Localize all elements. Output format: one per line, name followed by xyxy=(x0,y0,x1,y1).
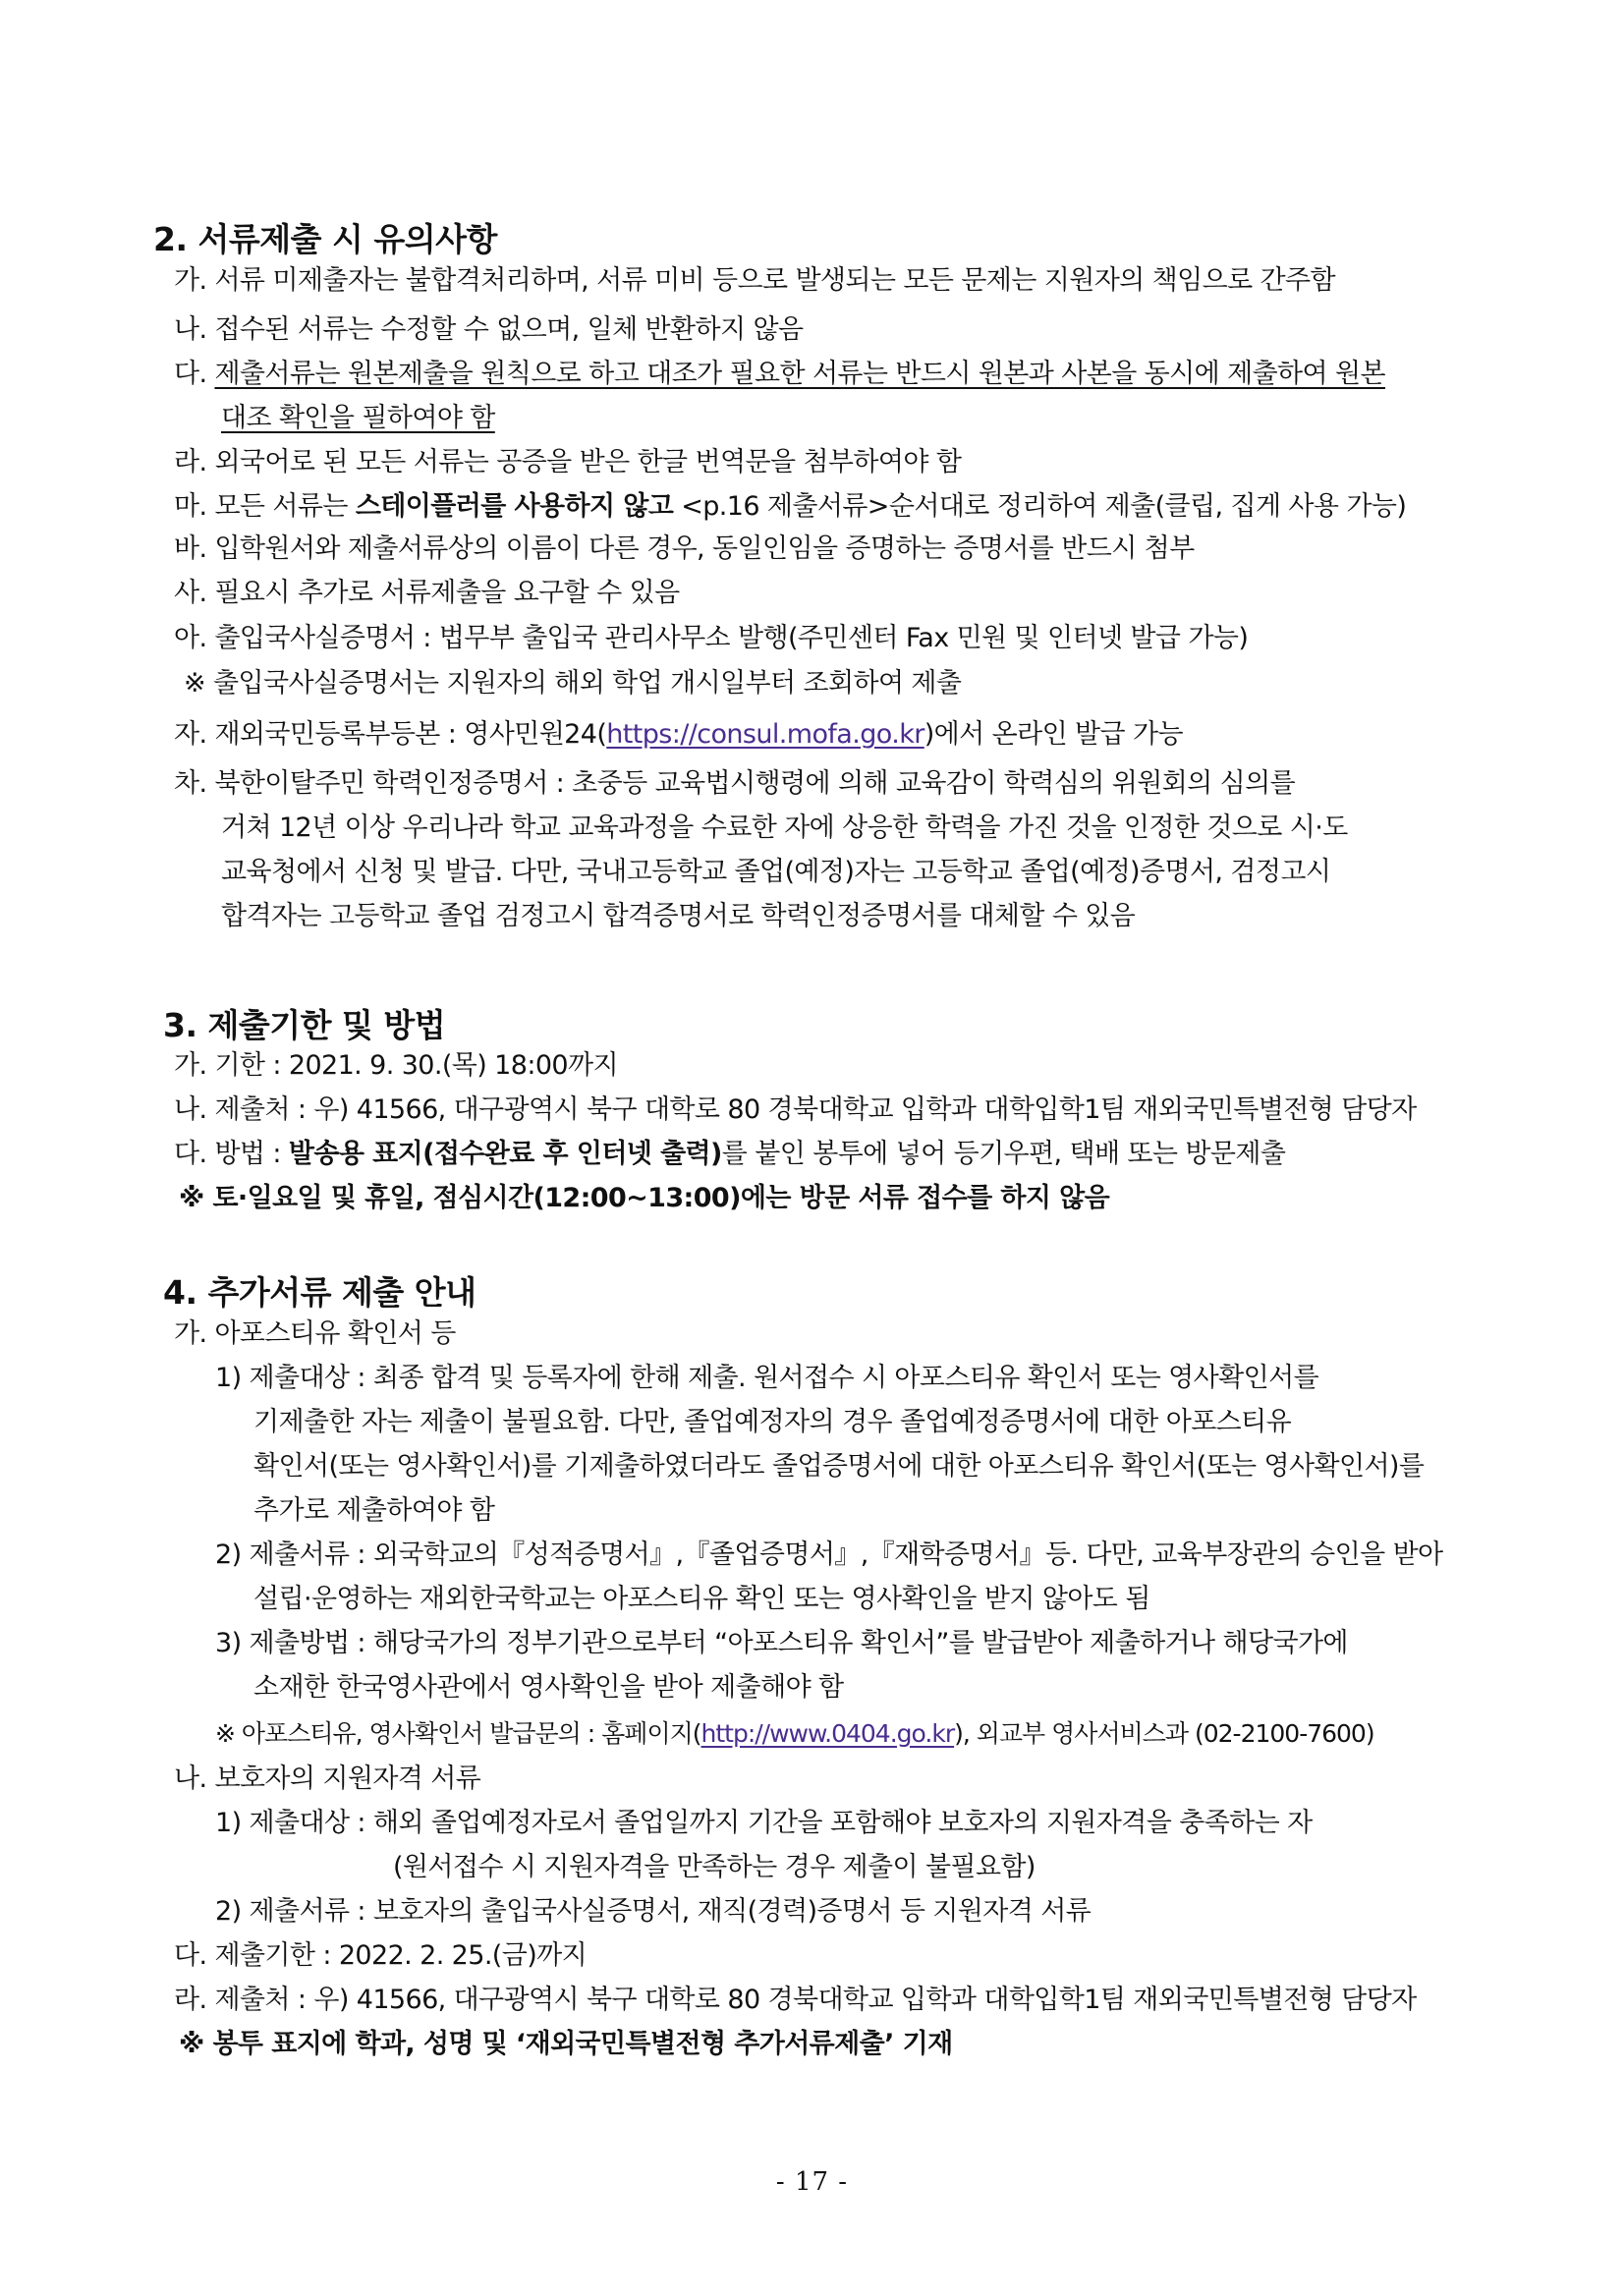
s3-item-na: 나. 제출처 : 우) 41566, 대구광역시 북구 대학로 80 경북대학교 입학과 대학입학1팀 재외국민특별전형 담당자 xyxy=(174,1094,1417,1125)
s2-item-ma-bold: 스테이플러를 사용하지 않고 xyxy=(355,491,674,522)
s4-ga-2-cont: 설립·운영하는 재외한국학교는 아포스티유 확인 또는 영사확인을 받지 않아도 됨 xyxy=(253,1584,1150,1614)
s2-item-ma-c: <p.16 제출서류>순서대로 정리하여 제출(클립, 집게 사용 가능) xyxy=(673,491,1407,522)
s4-na-1: 1) 제출대상 : 해외 졸업예정자로서 졸업일까지 기간을 포함해야 보호자의 지원자격을 충족하는 자 xyxy=(215,1808,1313,1838)
s4-note-c: ), 외교부 영사서비스과 (02-2100-7600) xyxy=(954,1719,1374,1748)
s3-item-da xyxy=(174,1137,1285,1172)
s3-item-ga: 가. 기한 : 2021. 9. 30.(목) 18:00까지 xyxy=(174,1050,618,1081)
s2-item-cha-cont-2: 교육청에서 신청 및 발급. 다만, 국내고등학교 졸업(예정)자는 고등학교 졸업(예정)증명서, 검정고시 xyxy=(221,857,1331,887)
s4-ga-1-cont-2: 확인서(또는 영사확인서)를 기제출하였더라도 졸업증명서에 대한 아포스티유 확인서(또는 영사확인서)를 xyxy=(253,1451,1425,1482)
s2-item-da-cont: 대조 확인을 필하여야 함 xyxy=(221,403,495,433)
s4-item-na: 나. 보호자의 지원자격 서류 xyxy=(174,1764,481,1794)
s4-na-2: 2) 제출서류 : 보호자의 출입국사실증명서, 재직(경력)증명서 등 지원자격 서류 xyxy=(215,1896,1092,1927)
s3-note: ※ 토·일요일 및 휴일, 점심시간(12:00~13:00)에는 방문 서류 접수를 하지 않음 xyxy=(179,1183,1110,1213)
s2-item-cha: 차. 북한이탈주민 학력인정증명서 : 초중등 교육법시행령에 의해 교육감이 학력심의 위원회의 심의를 xyxy=(174,768,1296,799)
page-number: - 17 - xyxy=(775,2167,849,2197)
consul-link[interactable]: https://consul.mofa.go.kr xyxy=(606,719,924,750)
s3-item-da-c: 를 붙인 봉투에 넣어 등기우편, 택배 또는 방문제출 xyxy=(721,1139,1286,1169)
s2-item-sa: 사. 필요시 추가로 서류제출을 요구할 수 있음 xyxy=(174,578,680,608)
s2-item-ja-c: )에서 온라인 발급 가능 xyxy=(924,719,1183,750)
s4-na-1-cont: (원서접수 시 지원자격을 만족하는 경우 제출이 불필요함) xyxy=(393,1852,1036,1882)
s2-item-ja-a: 자. 재외국민등록부등본 : 영사민원24( xyxy=(174,719,607,750)
section-4-heading: 4. 추가서류 제출 안내 xyxy=(163,1273,476,1312)
s2-item-a: 아. 출입국사실증명서 : 법무부 출입국 관리사무소 발행(주민센터 Fax 민원 및 인터넷 발급 가능) xyxy=(174,623,1249,653)
s3-item-da-bold: 발송용 표지(접수완료 후 인터넷 출력) xyxy=(288,1139,722,1169)
s2-item-da-text: 제출서류는 원본제출을 원칙으로 하고 대조가 필요한 서류는 반드시 원본과 사본을 동시에 제출하여 원본 xyxy=(214,359,1385,389)
s2-item-na: 나. 접수된 서류는 수정할 수 없으며, 일체 반환하지 않음 xyxy=(174,314,804,345)
s2-item-ra: 라. 외국어로 된 모든 서류는 공증을 받은 한글 번역문을 첨부하여야 함 xyxy=(174,447,962,477)
apostille-link[interactable]: http://www.0404.go.kr xyxy=(700,1719,955,1748)
section-2-heading: 2. 서류제출 시 유의사항 xyxy=(153,220,497,258)
s4-ga-1: 1) 제출대상 : 최종 합격 및 등록자에 한해 제출. 원서접수 시 아포스티유 확인서 또는 영사확인서를 xyxy=(215,1363,1319,1393)
section-3-heading: 3. 제출기한 및 방법 xyxy=(163,1006,446,1044)
s4-note xyxy=(215,1716,1374,1752)
s2-item-cha-cont-3: 합격자는 고등학교 졸업 검정고시 합격증명서로 학력인정증명서를 대체할 수 있음 xyxy=(221,901,1136,931)
s2-item-ja xyxy=(174,717,1183,753)
s2-note: ※ 출입국사실증명서는 지원자의 해외 학업 개시일부터 조회하여 제출 xyxy=(184,668,962,699)
s2-item-ma xyxy=(174,489,1406,525)
s4-ga-1-cont-1: 기제출한 자는 제출이 불필요함. 다만, 졸업예정자의 경우 졸업예정증명서에 대한 아포스티유 xyxy=(253,1407,1292,1437)
s2-item-ma-a: 마. 모든 서류는 xyxy=(174,491,356,522)
s2-item-da-prefix: 다. xyxy=(174,359,215,389)
s4-ga-2: 2) 제출서류 : 외국학교의『성적증명서』,『졸업증명서』,『재학증명서』등. 다만, 교육부장관의 승인을 받아 xyxy=(215,1540,1443,1570)
s4-ga-3-cont: 소재한 한국영사관에서 영사확인을 받아 제출해야 함 xyxy=(253,1672,844,1703)
s2-item-ga: 가. 서류 미제출자는 불합격처리하며, 서류 미비 등으로 발생되는 모든 문제는 지원자의 책임으로 간주함 xyxy=(174,265,1335,296)
s4-note-2: ※ 봉투 표지에 학과, 성명 및 ‘재외국민특별전형 추가서류제출’ 기재 xyxy=(179,2029,953,2059)
s4-ga-3: 3) 제출방법 : 해당국가의 정부기관으로부터 “아포스티유 확인서”를 발급받아 제출하거나 해당국가에 xyxy=(215,1628,1348,1658)
s2-item-cha-cont-1: 거쳐 12년 이상 우리나라 학교 교육과정을 수료한 자에 상응한 학력을 가진 것을 인정한 것으로 시·도 xyxy=(221,812,1348,843)
s4-item-ga: 가. 아포스티유 확인서 등 xyxy=(174,1318,456,1349)
s4-item-da: 다. 제출기한 : 2022. 2. 25.(금)까지 xyxy=(174,1940,588,1971)
s4-ga-1-cont-3: 추가로 제출하여야 함 xyxy=(253,1495,495,1526)
s4-item-ra: 라. 제출처 : 우) 41566, 대구광역시 북구 대학로 80 경북대학교 입학과 대학입학1팀 재외국민특별전형 담당자 xyxy=(174,1985,1417,2015)
s4-note-a: ※ 아포스티유, 영사확인서 발급문의 : 홈페이지( xyxy=(215,1719,701,1748)
s2-item-da xyxy=(174,357,1385,392)
s2-item-ba: 바. 입학원서와 제출서류상의 이름이 다른 경우, 동일인임을 증명하는 증명서를 반드시 첨부 xyxy=(174,533,1195,564)
s3-item-da-a: 다. 방법 : xyxy=(174,1139,289,1169)
